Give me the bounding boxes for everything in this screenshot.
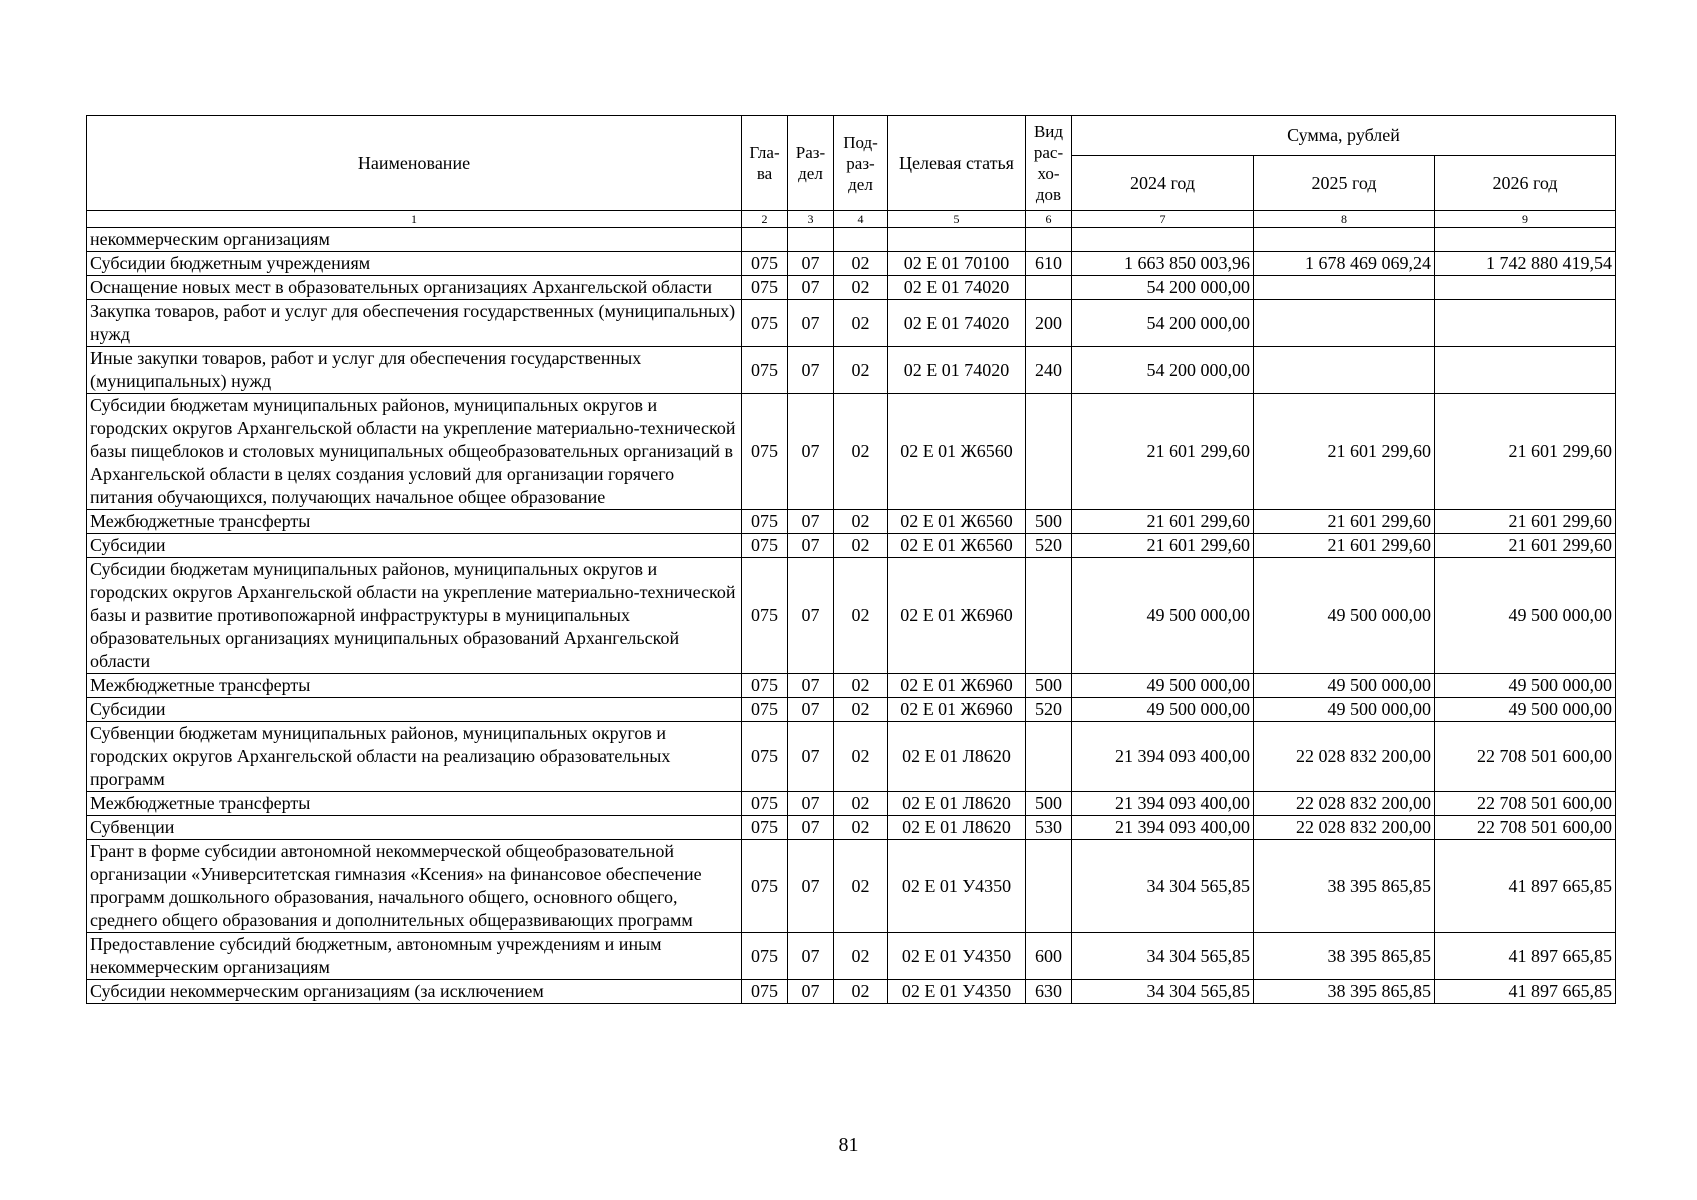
row-glava: 075: [742, 252, 788, 276]
row-sum-2025: [1254, 300, 1435, 347]
table-row: [87, 534, 1616, 558]
row-sum-2026: 49 500 000,00: [1435, 558, 1616, 674]
header-name: Наименование: [87, 116, 742, 211]
row-podrazdel: 02: [834, 558, 888, 674]
table-row: [87, 933, 1616, 980]
header-podrazdel: Под- раз- дел: [834, 116, 888, 211]
row-vid-rashodov: 500: [1026, 510, 1072, 534]
row-celevaya-statya: 02 Е 01 Ж6960: [888, 698, 1026, 722]
table-row: [87, 674, 1616, 698]
row-vid-rashodov: 530: [1026, 816, 1072, 840]
header-2024: 2024 год: [1072, 156, 1254, 211]
row-vid-rashodov: 520: [1026, 698, 1072, 722]
row-podrazdel: 02: [834, 792, 888, 816]
row-sum-2025: [1254, 228, 1435, 252]
row-name: Субсидии бюджетам муниципальных районов, муниципальных округов и городских округов Архангельской области на укрепление материально-технической базы пищеблоков и столовых муниципальных общеобразовательных организаций в Архангельской области в целях создания условий для организации горячего питания обучающихся, получающих начальное общее образование: [87, 394, 742, 510]
row-sum-2025: 21 601 299,60: [1254, 394, 1435, 510]
row-glava: 075: [742, 722, 788, 792]
row-podrazdel: 02: [834, 980, 888, 1004]
row-glava: 075: [742, 558, 788, 674]
row-podrazdel: [834, 228, 888, 252]
row-sum-2024: 21 601 299,60: [1072, 510, 1254, 534]
row-glava: 075: [742, 816, 788, 840]
row-sum-2026: [1435, 300, 1616, 347]
row-glava: 075: [742, 300, 788, 347]
row-sum-2025: 38 395 865,85: [1254, 933, 1435, 980]
row-podrazdel: 02: [834, 816, 888, 840]
row-vid-rashodov: 500: [1026, 674, 1072, 698]
row-vid-rashodov: 610: [1026, 252, 1072, 276]
row-sum-2026: 49 500 000,00: [1435, 674, 1616, 698]
row-name: Грант в форме субсидии автономной некоммерческой общеобразовательной организации «Университетская гимназия «Ксения» на финансовое обеспечение программ дошкольного образования, начального общего, основного общего, среднего общего образования и дополнительных общеразвивающих программ: [87, 840, 742, 933]
row-sum-2024: 49 500 000,00: [1072, 674, 1254, 698]
row-glava: 075: [742, 276, 788, 300]
table-row: [87, 347, 1616, 394]
row-razdel: 07: [788, 933, 834, 980]
row-celevaya-statya: 02 Е 01 Ж6560: [888, 394, 1026, 510]
row-sum-2025: [1254, 347, 1435, 394]
row-name: Закупка товаров, работ и услуг для обеспечения государственных (муниципальных) нужд: [87, 300, 742, 347]
row-podrazdel: 02: [834, 276, 888, 300]
column-number: 8: [1254, 211, 1435, 228]
row-name: Субсидии бюджетным учреждениям: [87, 252, 742, 276]
table-header: [87, 116, 1616, 228]
row-razdel: [788, 228, 834, 252]
row-sum-2025: 38 395 865,85: [1254, 980, 1435, 1004]
column-number: 9: [1435, 211, 1616, 228]
table-row: [87, 792, 1616, 816]
table-row: [87, 510, 1616, 534]
row-razdel: 07: [788, 816, 834, 840]
row-vid-rashodov: [1026, 840, 1072, 933]
row-celevaya-statya: 02 Е 01 У4350: [888, 980, 1026, 1004]
row-podrazdel: 02: [834, 674, 888, 698]
row-sum-2026: [1435, 228, 1616, 252]
row-razdel: 07: [788, 510, 834, 534]
row-podrazdel: 02: [834, 300, 888, 347]
table-body: [87, 228, 1616, 1004]
row-sum-2025: 22 028 832 200,00: [1254, 792, 1435, 816]
row-glava: 075: [742, 980, 788, 1004]
row-name: Иные закупки товаров, работ и услуг для обеспечения государственных (муниципальных) нужд: [87, 347, 742, 394]
row-glava: [742, 228, 788, 252]
row-sum-2024: 21 394 093 400,00: [1072, 816, 1254, 840]
row-podrazdel: 02: [834, 252, 888, 276]
row-glava: 075: [742, 792, 788, 816]
row-celevaya-statya: 02 Е 01 Л8620: [888, 792, 1026, 816]
row-celevaya-statya: 02 Е 01 Л8620: [888, 816, 1026, 840]
row-celevaya-statya: 02 Е 01 74020: [888, 347, 1026, 394]
row-glava: 075: [742, 394, 788, 510]
table-row: [87, 840, 1616, 933]
header-2025: 2025 год: [1254, 156, 1435, 211]
row-podrazdel: 02: [834, 534, 888, 558]
header-razdel: Раз- дел: [788, 116, 834, 211]
row-sum-2026: 41 897 665,85: [1435, 933, 1616, 980]
row-sum-2025: 49 500 000,00: [1254, 558, 1435, 674]
row-sum-2026: 22 708 501 600,00: [1435, 816, 1616, 840]
row-celevaya-statya: 02 Е 01 70100: [888, 252, 1026, 276]
column-number: 3: [788, 211, 834, 228]
row-sum-2026: [1435, 276, 1616, 300]
row-celevaya-statya: [888, 228, 1026, 252]
row-sum-2024: 21 394 093 400,00: [1072, 722, 1254, 792]
row-vid-rashodov: 200: [1026, 300, 1072, 347]
row-sum-2026: 22 708 501 600,00: [1435, 792, 1616, 816]
row-sum-2025: 21 601 299,60: [1254, 510, 1435, 534]
row-sum-2024: 21 601 299,60: [1072, 394, 1254, 510]
budget-table: [86, 115, 1616, 1004]
row-glava: 075: [742, 933, 788, 980]
row-sum-2025: 49 500 000,00: [1254, 674, 1435, 698]
row-glava: 075: [742, 840, 788, 933]
row-vid-rashodov: 630: [1026, 980, 1072, 1004]
header-2026: 2026 год: [1435, 156, 1616, 211]
table-row: [87, 300, 1616, 347]
header-glava: Гла- ва: [742, 116, 788, 211]
row-sum-2024: 49 500 000,00: [1072, 698, 1254, 722]
row-sum-2024: 1 663 850 003,96: [1072, 252, 1254, 276]
row-sum-2026: 21 601 299,60: [1435, 394, 1616, 510]
row-sum-2024: 54 200 000,00: [1072, 300, 1254, 347]
row-name: Субсидии: [87, 534, 742, 558]
row-name: Субвенции: [87, 816, 742, 840]
row-sum-2026: 41 897 665,85: [1435, 980, 1616, 1004]
row-sum-2024: 21 394 093 400,00: [1072, 792, 1254, 816]
table-row: [87, 558, 1616, 674]
row-razdel: 07: [788, 394, 834, 510]
table-row: [87, 276, 1616, 300]
row-podrazdel: 02: [834, 698, 888, 722]
row-sum-2024: 54 200 000,00: [1072, 276, 1254, 300]
row-vid-rashodov: [1026, 228, 1072, 252]
row-sum-2026: 41 897 665,85: [1435, 840, 1616, 933]
column-number: 4: [834, 211, 888, 228]
row-razdel: 07: [788, 300, 834, 347]
row-razdel: 07: [788, 558, 834, 674]
row-razdel: 07: [788, 347, 834, 394]
row-podrazdel: 02: [834, 394, 888, 510]
row-vid-rashodov: [1026, 722, 1072, 792]
row-podrazdel: 02: [834, 510, 888, 534]
row-sum-2025: [1254, 276, 1435, 300]
row-razdel: 07: [788, 980, 834, 1004]
row-sum-2024: 49 500 000,00: [1072, 558, 1254, 674]
row-podrazdel: 02: [834, 722, 888, 792]
row-razdel: 07: [788, 276, 834, 300]
row-vid-rashodov: 600: [1026, 933, 1072, 980]
row-vid-rashodov: 500: [1026, 792, 1072, 816]
row-razdel: 07: [788, 534, 834, 558]
table-row: [87, 228, 1616, 252]
row-glava: 075: [742, 510, 788, 534]
row-celevaya-statya: 02 Е 01 У4350: [888, 933, 1026, 980]
row-podrazdel: 02: [834, 347, 888, 394]
row-razdel: 07: [788, 698, 834, 722]
column-numbers-row: [87, 211, 1616, 228]
table-row: [87, 980, 1616, 1004]
row-celevaya-statya: 02 Е 01 74020: [888, 276, 1026, 300]
row-name: Субсидии: [87, 698, 742, 722]
row-sum-2026: [1435, 347, 1616, 394]
column-number: 6: [1026, 211, 1072, 228]
row-sum-2025: 21 601 299,60: [1254, 534, 1435, 558]
row-sum-2025: 22 028 832 200,00: [1254, 722, 1435, 792]
row-sum-2024: 34 304 565,85: [1072, 980, 1254, 1004]
row-sum-2024: 34 304 565,85: [1072, 933, 1254, 980]
header-celevaya: Целевая статья: [888, 116, 1026, 211]
row-podrazdel: 02: [834, 840, 888, 933]
row-celevaya-statya: 02 Е 01 Л8620: [888, 722, 1026, 792]
row-celevaya-statya: 02 Е 01 Ж6560: [888, 534, 1026, 558]
row-razdel: 07: [788, 674, 834, 698]
row-celevaya-statya: 02 Е 01 У4350: [888, 840, 1026, 933]
row-glava: 075: [742, 674, 788, 698]
row-name: Субсидии бюджетам муниципальных районов, муниципальных округов и городских округов Архангельской области на укрепление материально-технической базы и развитие противопожарной инфраструктуры в муниципальных образовательных организациях муниципальных образований Архангельской области: [87, 558, 742, 674]
row-celevaya-statya: 02 Е 01 Ж6960: [888, 558, 1026, 674]
row-sum-2024: [1072, 228, 1254, 252]
row-sum-2024: 34 304 565,85: [1072, 840, 1254, 933]
row-sum-2026: 21 601 299,60: [1435, 534, 1616, 558]
row-vid-rashodov: 520: [1026, 534, 1072, 558]
table-row: [87, 816, 1616, 840]
row-celevaya-statya: 02 Е 01 Ж6560: [888, 510, 1026, 534]
column-number: 2: [742, 211, 788, 228]
row-glava: 075: [742, 534, 788, 558]
row-sum-2025: 22 028 832 200,00: [1254, 816, 1435, 840]
row-name: Межбюджетные трансферты: [87, 510, 742, 534]
row-celevaya-statya: 02 Е 01 74020: [888, 300, 1026, 347]
page-number: 81: [838, 1134, 859, 1156]
row-sum-2026: 49 500 000,00: [1435, 698, 1616, 722]
row-sum-2025: 1 678 469 069,24: [1254, 252, 1435, 276]
column-number: 7: [1072, 211, 1254, 228]
row-name: Субсидии некоммерческим организациям (за исключением: [87, 980, 742, 1004]
row-name: Межбюджетные трансферты: [87, 792, 742, 816]
row-razdel: 07: [788, 722, 834, 792]
header-summa: Сумма, рублей: [1072, 116, 1616, 156]
row-sum-2025: 49 500 000,00: [1254, 698, 1435, 722]
row-sum-2026: 1 742 880 419,54: [1435, 252, 1616, 276]
row-glava: 075: [742, 347, 788, 394]
row-name: Оснащение новых мест в образовательных организациях Архангельской области: [87, 276, 742, 300]
row-razdel: 07: [788, 792, 834, 816]
table-row: [87, 394, 1616, 510]
column-number: 5: [888, 211, 1026, 228]
table-row: [87, 698, 1616, 722]
row-podrazdel: 02: [834, 933, 888, 980]
row-sum-2026: 21 601 299,60: [1435, 510, 1616, 534]
row-name: Предоставление субсидий бюджетным, автономным учреждениям и иным некоммерческим организациям: [87, 933, 742, 980]
row-razdel: 07: [788, 840, 834, 933]
row-sum-2025: 38 395 865,85: [1254, 840, 1435, 933]
row-vid-rashodov: [1026, 276, 1072, 300]
row-vid-rashodov: 240: [1026, 347, 1072, 394]
row-vid-rashodov: [1026, 558, 1072, 674]
row-name: некоммерческим организациям: [87, 228, 742, 252]
column-number: 1: [87, 211, 742, 228]
row-glava: 075: [742, 698, 788, 722]
row-sum-2026: 22 708 501 600,00: [1435, 722, 1616, 792]
table-row: [87, 722, 1616, 792]
row-name: Субвенции бюджетам муниципальных районов, муниципальных округов и городских округов Архангельской области на реализацию образовательных программ: [87, 722, 742, 792]
row-celevaya-statya: 02 Е 01 Ж6960: [888, 674, 1026, 698]
header-vid: Вид рас- хо- дов: [1026, 116, 1072, 211]
row-vid-rashodov: [1026, 394, 1072, 510]
row-razdel: 07: [788, 252, 834, 276]
row-sum-2024: 54 200 000,00: [1072, 347, 1254, 394]
row-sum-2024: 21 601 299,60: [1072, 534, 1254, 558]
row-name: Межбюджетные трансферты: [87, 674, 742, 698]
table-row: [87, 252, 1616, 276]
